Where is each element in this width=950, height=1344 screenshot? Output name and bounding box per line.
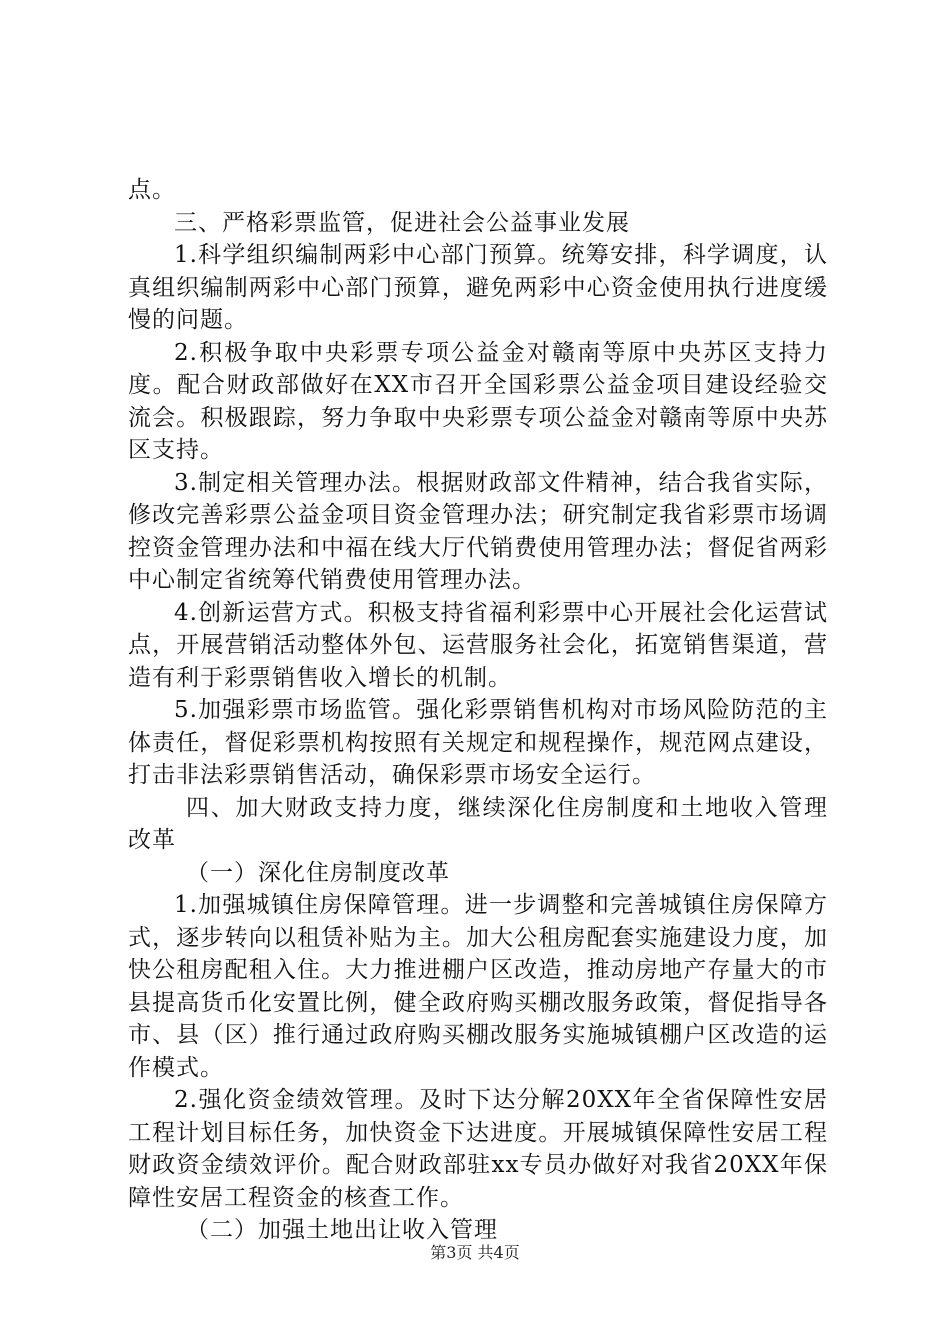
section-heading-3: 三、严格彩票监管，促进社会公益事业发展 xyxy=(174,209,630,236)
section-heading-4: 四、加大财政支持力度，继续深化住房制度和土地收入管理改革 xyxy=(128,794,828,853)
subsection-heading-1: （一）深化住房制度改革 xyxy=(186,859,450,886)
paragraph-item-5: 5.加强彩票市场监管。强化彩票销售机构对市场风险防范的主体责任，督促彩票机构按照有关规定和规程操作，规范网点建设，打击非法彩票销售活动，确保彩票市场安全运行。 xyxy=(128,697,828,788)
document-body xyxy=(128,174,828,1247)
paragraph-item-3: 3.制定相关管理办法。根据财政部文件精神，结合我省实际，修改完善彩票公益金项目资金管理办法；研究制定我省彩票市场调控资金管理办法和中福在线大厅代销费使用管理办法；督促省两彩中心制定省统筹代销费使用管理办法。 xyxy=(128,469,828,593)
paragraph-housing-1: 1.加强城镇住房保障管理。进一步调整和完善城镇住房保障方式，逐步转向以租赁补贴为主。加大公租房配套实施建设力度，加快公租房配租入住。大力推进棚户区改造，推动房地产存量大的市县提高货币化安置比例，健全政府购买棚改服务政策，督促指导各市、县（区）推行通过政府购买棚改服务实施城镇棚户区改造的运作模式。 xyxy=(128,892,828,1081)
paragraph-item-1: 1.科学组织编制两彩中心部门预算。统筹安排，科学调度，认真组织编制两彩中心部门预算，避免两彩中心资金使用执行进度缓慢的问题。 xyxy=(128,242,828,333)
paragraph-continuation: 点。 xyxy=(128,177,176,203)
page-footer: 第3页 共4页 xyxy=(430,1243,520,1262)
paragraph-housing-2: 2.强化资金绩效管理。及时下达分解20XX年全省保障性安居工程计划目标任务，加快资金下达进度。开展城镇保障性安居工程财政资金绩效评价。配合财政部驻xx专员办做好对我省20XX年保障性安居工程资金的核查工作。 xyxy=(128,1087,828,1211)
paragraph-item-2: 2.积极争取中央彩票专项公益金对赣南等原中央苏区支持力度。配合财政部做好在XX市召开全国彩票公益金项目建设经验交流会。积极跟踪，努力争取中央彩票专项公益金对赣南等原中央苏区支持。 xyxy=(128,339,828,463)
subsection-heading-2: （二）加强土地出让收入管理 xyxy=(186,1217,498,1243)
paragraph-item-4: 4.创新运营方式。积极支持省福利彩票中心开展社会化运营试点，开展营销活动整体外包、运营服务社会化，拓宽销售渠道，营造有利于彩票销售收入增长的机制。 xyxy=(128,599,828,691)
